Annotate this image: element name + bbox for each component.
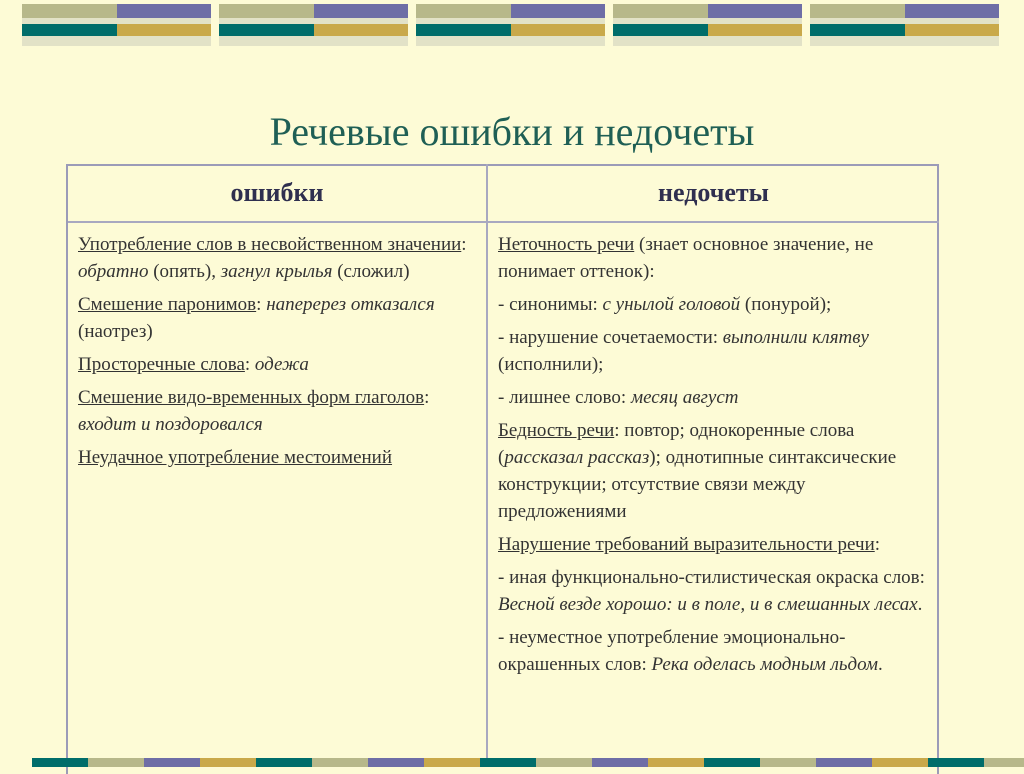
band-block [810, 4, 999, 46]
text-run: (знает основное значение, не понимает оттенок): [498, 234, 874, 282]
text-run: (понурой); [740, 294, 832, 315]
errors-cell [78, 231, 476, 477]
example-text: с унылой головой [602, 294, 741, 315]
text-run: - лишнее слово: [498, 387, 631, 408]
text-run: : [874, 534, 881, 555]
error-item [78, 444, 476, 471]
example-text: месяц август [630, 387, 739, 408]
band-block [613, 4, 802, 46]
example-text: обратно [78, 261, 149, 282]
shortcomings-cell [498, 231, 928, 684]
shortcoming-item [498, 324, 928, 378]
column-divider [486, 164, 488, 767]
underlined-term: Бедность речи [498, 420, 615, 441]
error-item [78, 384, 476, 438]
shortcoming-item [498, 384, 928, 411]
shortcoming-item [498, 531, 928, 558]
text-run: : [461, 234, 467, 255]
text-run: - неуместное употребление эмоционально-окрашенных слов: [498, 627, 846, 675]
underlined-term: Неточность речи [498, 234, 635, 255]
underlined-term: Просторечные слова [78, 354, 245, 375]
band-block [416, 4, 605, 46]
example-text: Река оделась модным льдом [651, 654, 879, 675]
underlined-term: Смешение видо-временных форм глаголов [78, 387, 425, 408]
text-run: : [244, 354, 255, 375]
band-block [219, 4, 408, 46]
text-run: - иная функционально-стилистическая окраска слов: [498, 567, 925, 588]
underlined-term: Неудачное употребление местоимений [78, 447, 393, 468]
example-text: входит и поздоровался [78, 414, 263, 435]
decorative-bottom-band [0, 758, 1024, 767]
text-run: (сложил) [332, 261, 410, 282]
text-run: - синонимы: [498, 294, 603, 315]
shortcoming-item [498, 417, 928, 525]
slide-title: Речевые ошибки и недочеты [269, 109, 755, 154]
shortcoming-item [498, 291, 928, 318]
decorative-top-band [0, 4, 1024, 46]
text-run: (исполнили); [498, 354, 604, 375]
shortcoming-item [498, 564, 928, 618]
text-run: ); однотипные синтаксические конструкции; отсутствие связи между предложениями [498, 447, 897, 522]
text-run: : [424, 387, 430, 408]
text-run: : [256, 294, 267, 315]
underlined-term: Нарушение требований выразительности речи [498, 534, 875, 555]
header-divider [68, 221, 939, 223]
text-run: : повтор; однокоренные слова ( [498, 420, 855, 468]
example-text: рассказал рассказ [504, 447, 650, 468]
example-text: Весной везде хорошо: и в поле, и в смешанных лесах [498, 594, 918, 615]
shortcoming-item [498, 624, 928, 678]
example-text: одежа [254, 354, 309, 375]
text-run: - нарушение сочетаемости: [498, 327, 723, 348]
text-run: . [878, 654, 883, 675]
text-run: (опять), [148, 261, 221, 282]
band-block [22, 4, 211, 46]
text-run: (наотрез) [78, 321, 153, 342]
error-item [78, 291, 476, 345]
text-run: . [917, 594, 923, 615]
example-text: выполнили клятву [722, 327, 869, 348]
shortcoming-item [498, 231, 928, 285]
example-text: наперерез отказался [266, 294, 435, 315]
underlined-term: Употребление слов в несвойственном значении [78, 234, 462, 255]
column-header-shortcomings: недочеты [658, 178, 769, 207]
example-text: загнул крылья [220, 261, 333, 282]
error-item [78, 231, 476, 285]
column-header-errors: ошибки [230, 178, 324, 207]
underlined-term: Смешение паронимов [78, 294, 257, 315]
error-item [78, 351, 476, 378]
